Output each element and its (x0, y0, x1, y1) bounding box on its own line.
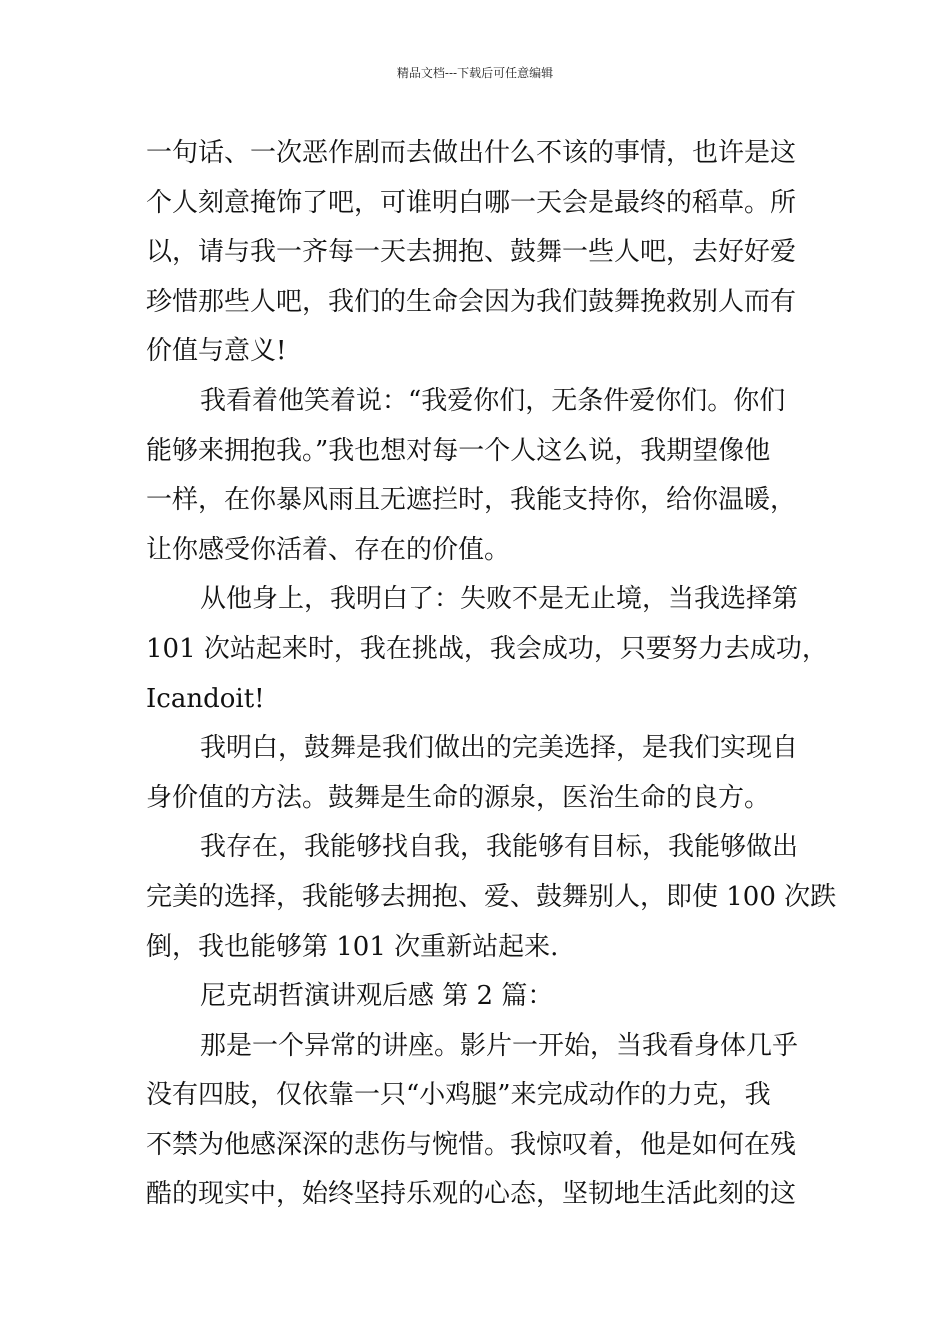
text-line: 那是一个异常的讲座。影片一开始，当我看身体几乎 (200, 1030, 799, 1061)
document-body (146, 129, 837, 1220)
text-line: 我看着他笑着说：“我爱你们，无条件爱你们。你们 (200, 385, 786, 416)
text-line: 身价值的方法。鼓舞是生命的源泉，医治生命的良方。 (146, 782, 771, 813)
text-line: Icandoit! (146, 683, 265, 714)
text-line: 不禁为他感深深的悲伤与惋惜。我惊叹着，他是如何在残 (146, 1129, 797, 1160)
text-line: 一句话、一次恶作剧而去做出什么不该的事情，也许是这 (146, 138, 797, 168)
text-line: 让你感受你活着、存在的价值。 (146, 534, 511, 565)
page-header: 精品文档---下载后可任意编辑 (396, 66, 554, 80)
text-line: 没有四肢，仅依靠一只“小鸡腿”来完成动作的力克，我 (146, 1080, 771, 1111)
text-line: 完美的选择，我能够去拥抱、爱、鼓舞别人，即使 100 次跌 (146, 881, 837, 912)
text-line: 价值与意义! (146, 336, 287, 367)
text-line: 倒，我也能够第 101 次重新站起来. (146, 931, 559, 962)
text-line: 从他身上，我明白了：失败不是无止境，当我选择第 (200, 584, 799, 615)
text-line: 我明白，鼓舞是我们做出的完美选择，是我们实现自 (200, 733, 799, 764)
text-line: 珍惜那些人吧，我们的生命会因为我们鼓舞挽救别人而有 (146, 286, 797, 317)
text-line: 一样，在你暴风雨且无遮拦时，我能支持你，给你温暖， (146, 485, 797, 516)
text-line: 能够来拥抱我。”我也想对每一个人这么说，我期望像他 (146, 435, 771, 466)
section-heading: 尼克胡哲演讲观后感 第 2 篇： (200, 981, 554, 1012)
text-line: 以，请与我一齐每一天去拥抱、鼓舞一些人吧，去好好爱 (146, 237, 797, 268)
text-line: 酷的现实中，始终坚持乐观的心态，坚韧地生活此刻的这 (146, 1179, 797, 1210)
text-line: 101 次站起来时，我在挑战，我会成功，只要努力去成功， (146, 633, 828, 664)
text-line: 我存在，我能够找自我，我能够有目标，我能够做出 (200, 832, 799, 863)
text-line: 个人刻意掩饰了吧，可谁明白哪一天会是最终的稻草。所 (146, 187, 797, 218)
